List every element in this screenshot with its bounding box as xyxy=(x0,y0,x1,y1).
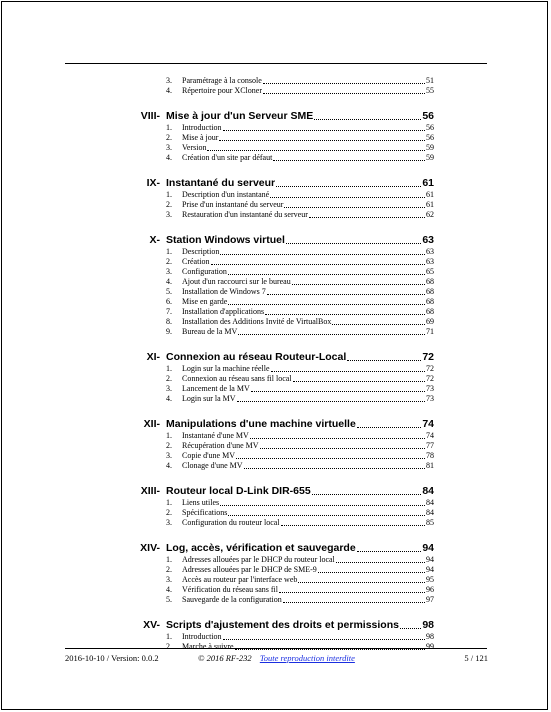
toc-section-title: Scripts d'ajustement des droits et permissions xyxy=(166,619,399,631)
dot-leader xyxy=(292,277,425,285)
toc-section[interactable] xyxy=(2,233,548,247)
toc-entry-title-row xyxy=(182,143,434,153)
toc-entry[interactable] xyxy=(2,123,548,133)
toc-entry-title: Sauvegarde de la configuration xyxy=(182,595,282,604)
toc-entry-number: 3. xyxy=(166,210,172,219)
dot-leader xyxy=(357,417,422,428)
toc-entry-number: 1. xyxy=(166,190,172,199)
toc-entry-title: Création d'un site par défaut xyxy=(182,153,273,162)
toc-entry-title-row xyxy=(182,632,434,642)
toc-entry-title: Installation de Windows 7 xyxy=(182,287,266,296)
toc-entry-title: Description d'un instantané xyxy=(182,190,270,199)
toc-entry-number: 5. xyxy=(166,595,172,604)
toc-entry[interactable] xyxy=(2,595,548,605)
toc-entry-page: 81 xyxy=(426,461,434,470)
dot-leader xyxy=(267,287,425,295)
toc-entry-page: 68 xyxy=(426,287,434,296)
toc-entry-number: 1. xyxy=(166,632,172,641)
toc-entry[interactable] xyxy=(2,508,548,518)
dot-leader xyxy=(318,565,425,573)
toc-entry-number: 4. xyxy=(166,461,172,470)
toc-section-page: 94 xyxy=(422,542,434,554)
toc-entry-title: Ajout d'un raccourci sur le bureau xyxy=(182,277,291,286)
toc-entry-title-row xyxy=(182,518,434,528)
toc-entry-title-row xyxy=(182,461,434,471)
dot-leader xyxy=(236,451,425,459)
toc-entry-title-row xyxy=(182,327,434,337)
dot-leader xyxy=(284,200,425,208)
toc-entry-title-row xyxy=(182,123,434,133)
toc-entry-page: 69 xyxy=(426,317,434,326)
toc-entry-title-row xyxy=(182,585,434,595)
toc-section-number: XII- xyxy=(143,418,160,430)
toc-section-page: 74 xyxy=(422,418,434,430)
toc-section-title: Mise à jour d'un Serveur SME xyxy=(166,110,314,122)
toc-entry-number: 1. xyxy=(166,247,172,256)
toc-section[interactable] xyxy=(2,484,548,498)
toc-entry-title: Accès au routeur par l'interface web xyxy=(182,575,298,584)
toc-entry-title: Adresses allouées par le DHCP de SME-9 xyxy=(182,565,317,574)
toc-entry-page: 73 xyxy=(426,384,434,393)
dot-leader xyxy=(219,133,425,141)
toc-entry-page: 68 xyxy=(426,277,434,286)
dot-leader xyxy=(207,143,425,151)
toc-entry-number: 1. xyxy=(166,123,172,132)
toc-entry-title: Liens utiles xyxy=(182,498,220,507)
toc-entry-title-row xyxy=(182,575,434,585)
toc-entry-page: 99 xyxy=(426,642,434,651)
footer-copyright xyxy=(198,653,355,664)
toc-entry-title-row xyxy=(182,498,434,508)
toc-entry-title-row xyxy=(182,642,434,652)
toc-entry[interactable] xyxy=(2,247,548,257)
toc-entry-number: 4. xyxy=(166,153,172,162)
toc-entry[interactable] xyxy=(2,327,548,337)
toc-section-page: 84 xyxy=(422,485,434,497)
toc-entry-title-row xyxy=(182,555,434,565)
toc-entry[interactable] xyxy=(2,632,548,642)
toc-entry-page: 94 xyxy=(426,565,434,574)
toc-section-title: Log, accès, vérification et sauvegarde xyxy=(166,542,356,554)
toc-entry-page: 74 xyxy=(426,431,434,440)
toc-entry-number: 2. xyxy=(166,257,172,266)
dot-leader xyxy=(309,210,425,218)
toc-entry[interactable] xyxy=(2,133,548,143)
toc-entry[interactable] xyxy=(2,441,548,451)
toc-entry-title: Prise d'un instantané du serveur xyxy=(182,200,284,209)
toc-entry-number: 2. xyxy=(166,508,172,517)
toc-entry-title: Copie d'une MV xyxy=(182,451,235,460)
toc-entry[interactable] xyxy=(2,76,548,86)
toc-entry-number: 4. xyxy=(166,277,172,286)
toc-entry-page: 62 xyxy=(426,210,434,219)
toc-entry-page: 68 xyxy=(426,307,434,316)
toc-entry-title-row xyxy=(182,374,434,384)
toc-entry-page: 68 xyxy=(426,297,434,306)
toc-entry-title-row xyxy=(182,277,434,287)
copyright-text: © 2016 RF-232 xyxy=(198,653,252,663)
dot-leader xyxy=(283,595,425,603)
toc-entry-title: Installation des Additions Invité de VirtualBox xyxy=(182,317,332,326)
dot-leader xyxy=(251,384,425,392)
document-page xyxy=(1,1,548,710)
toc-entry-title-row xyxy=(182,431,434,441)
toc-section-page: 61 xyxy=(422,177,434,189)
toc-entry-title: Instantané d'une MV xyxy=(182,431,249,440)
toc-entry[interactable] xyxy=(2,153,548,163)
toc-entry-number: 7. xyxy=(166,307,172,316)
toc-entry-page: 77 xyxy=(426,441,434,450)
toc-entry-title-row xyxy=(182,190,434,200)
toc-entry-page: 98 xyxy=(426,632,434,641)
dot-leader xyxy=(281,518,425,526)
toc-entry-title-row xyxy=(182,153,434,163)
toc-entry-title: Mise à jour xyxy=(182,133,219,142)
toc-entry-title-row xyxy=(182,247,434,257)
toc-entry-title-row xyxy=(182,441,434,451)
dot-leader xyxy=(260,441,425,449)
dot-leader xyxy=(336,555,425,563)
dot-leader xyxy=(286,233,421,244)
toc-entry-title: Paramétrage à la console xyxy=(182,76,262,85)
toc-entry-title-row xyxy=(182,76,434,86)
toc-entry[interactable] xyxy=(2,267,548,277)
toc-entry-number: 3. xyxy=(166,267,172,276)
toc-section-number: XI- xyxy=(146,351,160,363)
toc-section-number: XIV- xyxy=(140,542,160,554)
toc-entry-title-row xyxy=(182,86,434,96)
toc-entry[interactable] xyxy=(2,585,548,595)
toc-entry-number: 2. xyxy=(166,133,172,142)
toc-entry-page: 72 xyxy=(426,364,434,373)
toc-entry-number: 4. xyxy=(166,585,172,594)
toc-section-number: XV- xyxy=(143,619,160,631)
toc-entry-title-row xyxy=(182,317,434,327)
toc-section-number: X- xyxy=(149,234,160,246)
toc-entry-title: Connexion au réseau sans fil local xyxy=(182,374,292,383)
toc-entry[interactable] xyxy=(2,86,548,96)
footer-rule xyxy=(65,648,487,649)
dot-leader xyxy=(271,364,425,372)
toc-entry-title: Création xyxy=(182,257,210,266)
toc-entry-number: 2. xyxy=(166,441,172,450)
toc-entry-page: 84 xyxy=(426,508,434,517)
toc-section[interactable] xyxy=(2,176,548,190)
toc-entry-title-row xyxy=(182,364,434,374)
toc-entry-number: 4. xyxy=(166,394,172,403)
toc-entry-title-row xyxy=(182,451,434,461)
toc-entry-title: Login sur la machine réelle xyxy=(182,364,270,373)
toc-entry-number: 3. xyxy=(166,575,172,584)
toc-entry[interactable] xyxy=(2,374,548,384)
toc-entry-number: 5. xyxy=(166,287,172,296)
toc-section-number: XIII- xyxy=(140,485,160,497)
dot-leader xyxy=(220,498,425,506)
dot-leader xyxy=(270,190,425,198)
toc-entry-title-row xyxy=(182,595,434,605)
toc-entry-number: 2. xyxy=(166,200,172,209)
toc-entry-title-row xyxy=(182,200,434,210)
toc-entry-number: 2. xyxy=(166,642,172,651)
dot-leader xyxy=(263,76,425,84)
toc-entry[interactable] xyxy=(2,642,548,652)
toc-entry[interactable] xyxy=(2,317,548,327)
toc-entry[interactable] xyxy=(2,431,548,441)
toc-section-number: IX- xyxy=(146,177,160,189)
dot-leader xyxy=(332,317,425,325)
toc-entry-title-row xyxy=(182,267,434,277)
toc-entry-title: Mise en garde xyxy=(182,297,228,306)
toc-entry-page: 97 xyxy=(426,595,434,604)
toc-entry-title-row xyxy=(182,287,434,297)
toc-entry-page: 84 xyxy=(426,498,434,507)
dot-leader xyxy=(400,618,421,629)
toc-entry-title-row xyxy=(182,565,434,575)
footer-page-number: 5 / 121 xyxy=(464,653,488,663)
toc-entry-title-row xyxy=(182,210,434,220)
toc-entry-number: 3. xyxy=(166,143,172,152)
toc-entry-page: 78 xyxy=(426,451,434,460)
toc-entry-page: 56 xyxy=(426,133,434,142)
dot-leader xyxy=(223,632,425,640)
toc-entry-number: 6. xyxy=(166,297,172,306)
toc-entry-number: 2. xyxy=(166,374,172,383)
toc-entry-number: 1. xyxy=(166,498,172,507)
toc-section-title: Station Windows virtuel xyxy=(166,234,285,246)
dot-leader xyxy=(314,109,421,120)
toc-entry-title: Version xyxy=(182,143,207,152)
toc-section-title-row xyxy=(166,233,434,247)
toc-entry[interactable] xyxy=(2,518,548,528)
toc-entry[interactable] xyxy=(2,210,548,220)
toc-entry-title: Configuration du routeur local xyxy=(182,518,280,527)
toc-entry-title-row xyxy=(182,508,434,518)
toc-section-title: Connexion au réseau Routeur-Local xyxy=(166,351,347,363)
toc-section-title-row xyxy=(166,541,434,555)
toc-entry-title: Spécifications xyxy=(182,508,228,517)
toc-entry[interactable] xyxy=(2,394,548,404)
dot-leader xyxy=(228,297,425,305)
toc-entry-page: 51 xyxy=(426,76,434,85)
toc-section[interactable] xyxy=(2,541,548,555)
toc-entry-number: 8. xyxy=(166,317,172,326)
toc-entry-title: Lancement de la MV xyxy=(182,384,250,393)
toc-entry-number: 3. xyxy=(166,451,172,460)
toc-entry-number: 9. xyxy=(166,327,172,336)
dot-leader xyxy=(237,394,425,402)
toc-entry-page: 72 xyxy=(426,374,434,383)
toc-entry-title: Description xyxy=(182,247,220,256)
toc-entry[interactable] xyxy=(2,190,548,200)
toc-entry-title-row xyxy=(182,133,434,143)
dot-leader xyxy=(211,257,425,265)
toc-entry-title: Marche à suivre xyxy=(182,642,234,651)
dot-leader xyxy=(273,153,425,161)
toc-section-title-row xyxy=(166,176,434,190)
toc-entry[interactable] xyxy=(2,555,548,565)
toc-section-title-row xyxy=(166,417,434,431)
toc-entry-page: 63 xyxy=(426,257,434,266)
dot-leader xyxy=(265,307,425,315)
toc-section-page: 72 xyxy=(422,351,434,363)
toc-entry-number: 3. xyxy=(166,384,172,393)
toc-entry[interactable] xyxy=(2,461,548,471)
toc-entry-page: 59 xyxy=(426,153,434,162)
toc-entry[interactable] xyxy=(2,277,548,287)
toc-entry[interactable] xyxy=(2,257,548,267)
toc-entry[interactable] xyxy=(2,451,548,461)
toc-section-page: 63 xyxy=(422,234,434,246)
dot-leader xyxy=(244,461,425,469)
toc-section-title-row xyxy=(166,350,434,364)
dot-leader xyxy=(220,247,425,255)
toc-section-title: Routeur local D-Link DIR-655 xyxy=(166,485,311,497)
toc-entry-title-row xyxy=(182,384,434,394)
toc-entry-title-row xyxy=(182,394,434,404)
dot-leader xyxy=(312,484,422,495)
toc-entry-number: 3. xyxy=(166,518,172,527)
toc-entry-title: Bureau de la MV xyxy=(182,327,238,336)
toc-entry-title: Introduction xyxy=(182,123,222,132)
toc-entry-page: 71 xyxy=(426,327,434,336)
toc-section-page: 98 xyxy=(422,619,434,631)
toc-section[interactable] xyxy=(2,618,548,632)
header-rule xyxy=(65,63,487,64)
toc-entry[interactable] xyxy=(2,287,548,297)
toc-section[interactable] xyxy=(2,109,548,123)
toc-entry-title: Vérification du réseau sans fil xyxy=(182,585,278,594)
toc-entry-title: Clonage d'une MV xyxy=(182,461,243,470)
toc-entry-number: 1. xyxy=(166,364,172,373)
dot-leader xyxy=(238,327,425,335)
toc-section-number: VIII- xyxy=(140,110,160,122)
toc-entry[interactable] xyxy=(2,575,548,585)
toc-section-page: 56 xyxy=(422,110,434,122)
toc-entry-page: 65 xyxy=(426,267,434,276)
toc-section[interactable] xyxy=(2,417,548,431)
toc-entry-title: Restauration d'un instantané du serveur xyxy=(182,210,308,219)
toc-entry-page: 96 xyxy=(426,585,434,594)
dot-leader xyxy=(279,585,425,593)
toc-entry-number: 3. xyxy=(166,76,172,85)
toc-section-title-row xyxy=(166,484,434,498)
toc-entry-page: 95 xyxy=(426,575,434,584)
dot-leader xyxy=(228,508,425,516)
toc-entry-page: 85 xyxy=(426,518,434,527)
toc-entry-number: 2. xyxy=(166,565,172,574)
toc-section-title: Instantané du serveur xyxy=(166,177,276,189)
toc-section-title: Manipulations d'une machine virtuelle xyxy=(166,418,356,430)
toc-entry[interactable] xyxy=(2,297,548,307)
toc-entry[interactable] xyxy=(2,498,548,508)
toc-entry-number: 1. xyxy=(166,431,172,440)
toc-section[interactable] xyxy=(2,350,548,364)
toc-section-title-row xyxy=(166,109,434,123)
toc-entry-title: Introduction xyxy=(182,632,222,641)
dot-leader xyxy=(276,176,421,187)
dot-leader xyxy=(228,267,425,275)
toc-entry-title: Répertoire pour XCloner xyxy=(182,86,262,95)
toc-entry[interactable] xyxy=(2,364,548,374)
toc-entry-title-row xyxy=(182,307,434,317)
toc-entry[interactable] xyxy=(2,384,548,394)
toc-entry-title: Login sur la MV xyxy=(182,394,236,403)
toc-section-title-row xyxy=(166,618,434,632)
toc-entry-page: 59 xyxy=(426,143,434,152)
dot-leader xyxy=(223,123,425,131)
toc-entry-title: Récupération d'une MV xyxy=(182,441,259,450)
toc-entry[interactable] xyxy=(2,143,548,153)
toc-entry[interactable] xyxy=(2,200,548,210)
footer-date-version: 2016-10-10 / Version: 0.0.2 xyxy=(65,653,159,663)
toc-entry-title-row xyxy=(182,297,434,307)
toc-entry-page: 56 xyxy=(426,123,434,132)
dot-leader xyxy=(263,86,425,94)
toc-entry-page: 61 xyxy=(426,190,434,199)
toc-entry-page: 73 xyxy=(426,394,434,403)
toc-entry-number: 1. xyxy=(166,555,172,564)
dot-leader xyxy=(357,541,422,552)
toc-entry-title: Configuration xyxy=(182,267,227,276)
toc-entry[interactable] xyxy=(2,307,548,317)
toc-entry-page: 55 xyxy=(426,86,434,95)
dot-leader xyxy=(298,575,425,583)
dot-leader xyxy=(347,350,421,361)
toc-entry-page: 63 xyxy=(426,247,434,256)
toc-entry-number: 4. xyxy=(166,86,172,95)
reproduction-notice-link[interactable]: Toute reproduction interdite xyxy=(259,653,355,663)
toc-entry-title: Installation d'applications xyxy=(182,307,265,316)
dot-leader xyxy=(250,431,425,439)
dot-leader xyxy=(293,374,425,382)
toc-entry-page: 94 xyxy=(426,555,434,564)
toc-entry[interactable] xyxy=(2,565,548,575)
toc-entry-title: Adresses allouées par le DHCP du routeur local xyxy=(182,555,335,564)
toc-entry-title-row xyxy=(182,257,434,267)
toc-entry-page: 61 xyxy=(426,200,434,209)
